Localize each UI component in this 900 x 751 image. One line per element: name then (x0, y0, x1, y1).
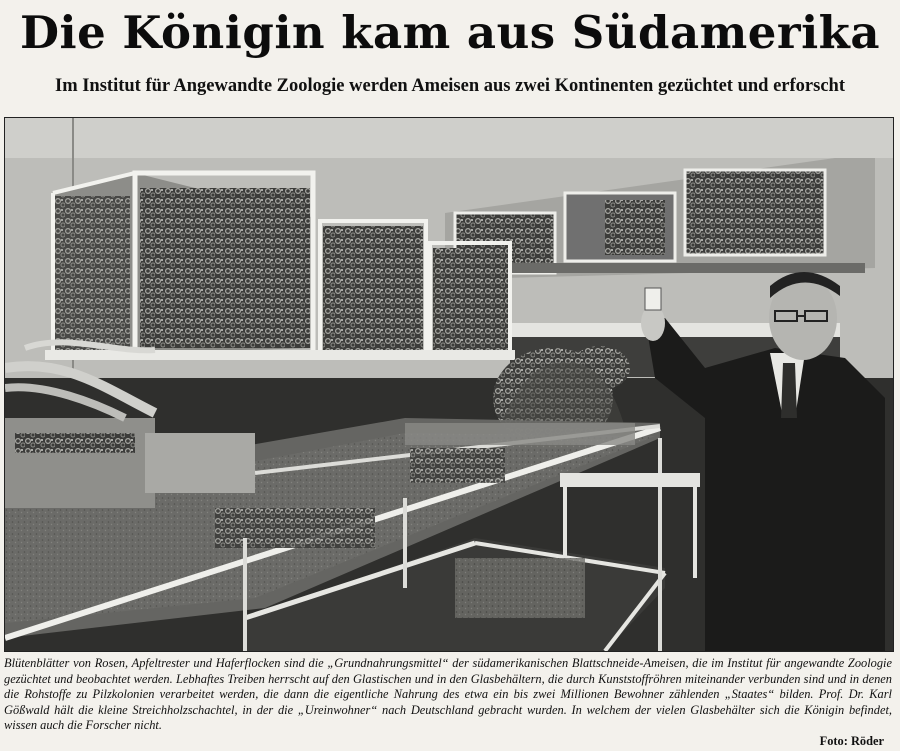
article-photo (4, 117, 894, 652)
photo-caption: Blütenblätter von Rosen, Apfeltrester und Haferflocken sind die „Grundnahrungsmittel“ der südamerikanischen Blattschneide-Ameisen, die im Institut für angewandte Zoologie gezüchtet und beobachtet werden. Lebhaftes Treiben herrscht auf den Glastischen und in den Glasbehältern, die durch Kunststoffröhren miteinander verbunden sind und in denen die Rohstoffe zu Pilzkolonien verarbeitet werden, die dann die eigentliche Nahrung des etwa ein bis zwei Millionen Bewohner zählenden „Staates“ bilden. Prof. Dr. Karl Gößwald hält die kleine Streichholzschachtel, in der die „Ureinwohner“ nach Deutschland gebracht wurden. In welchem der vielen Glasbehälter sich die Königin befindet, wissen auch die Forscher nicht. (4, 656, 892, 733)
headline: Die Königin kam aus Südamerika (19, 6, 881, 59)
subheadline: Im Institut für Angewandte Zoologie werden Ameisen aus zwei Kontinenten gezüchtet und erforscht (55, 76, 845, 96)
photo-credit: Foto: Röder (814, 734, 884, 749)
lab-photo-illustration (5, 118, 893, 651)
